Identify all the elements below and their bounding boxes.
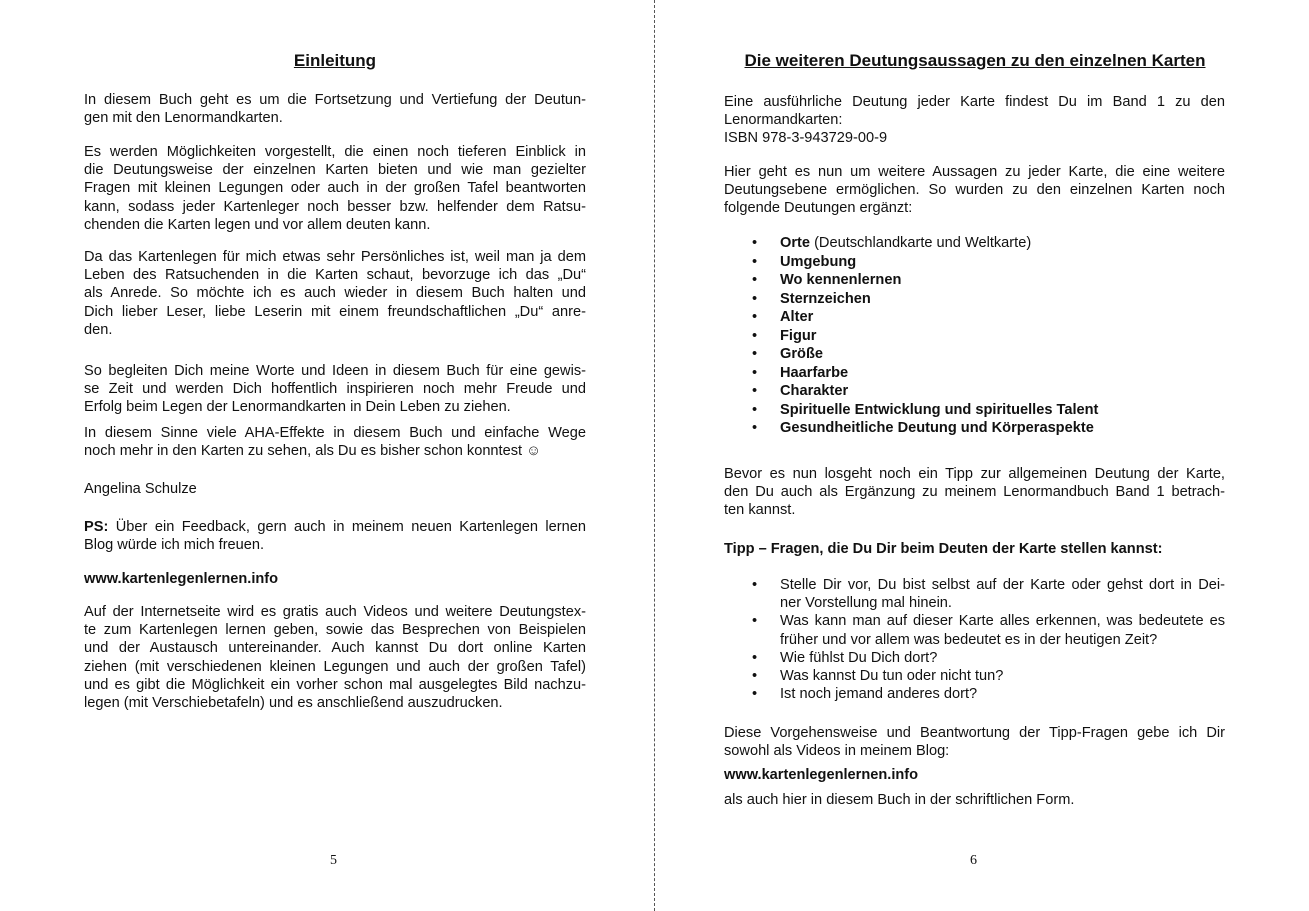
text-line: te zum Kartenlegen lernen geben, sowie das Besprechen von Beispielen xyxy=(84,622,586,639)
website-link: www.kartenlegenlernen.info xyxy=(724,767,919,783)
paragraph xyxy=(724,93,1225,148)
right-page xyxy=(655,0,1309,911)
list-item xyxy=(724,576,1225,612)
text-line: Dich lieber Leser, liebe Leserin mit einem freundschaftlichen „Du“ anre- xyxy=(84,303,586,320)
text-line: und es gibt die Möglichkeit ein vorher schon mal ausgelegtes Bild nachzu- xyxy=(84,676,586,693)
bullet-icon: • xyxy=(752,649,758,666)
paragraph xyxy=(724,163,1225,218)
text-line: folgende Deutungen ergänzt: xyxy=(724,200,913,217)
list-item xyxy=(724,271,1225,290)
bullet-icon: • xyxy=(752,401,758,418)
list-item xyxy=(724,685,1225,703)
text-line: Bevor es nun losgeht noch ein Tipp zur allgemeinen Deutung der Karte, xyxy=(724,466,1225,482)
website-link: www.kartenlegenlernen.info xyxy=(84,571,279,587)
paragraph xyxy=(84,143,586,234)
page-number: 5 xyxy=(330,853,337,868)
text-line: Stelle Dir vor, Du bist selbst auf der Karte oder gehst dort in Dei- xyxy=(780,577,1225,593)
bullet-icon: • xyxy=(752,364,758,381)
text-line: Hier geht es nun um weitere Aussagen zu jeder Karte, die eine weitere xyxy=(724,164,1225,180)
list-item xyxy=(724,308,1225,327)
list-item xyxy=(724,612,1225,648)
left-page xyxy=(0,0,654,911)
bullet-icon: • xyxy=(752,383,758,399)
text: Über ein Feedback, gern auch in meinem neuen Kartenlegen lernen xyxy=(108,519,586,535)
bullet-icon: • xyxy=(752,420,758,436)
text-line: se Zeit und werden Dich hoffentlich inspirieren noch mehr Freude und xyxy=(84,381,586,398)
bullet-icon: • xyxy=(752,290,758,307)
text-line: In diesem Sinne viele AHA-Effekte in diesem Buch und einfache Wege xyxy=(84,425,586,441)
text-line: Lenormandkarten: xyxy=(724,112,843,129)
text-line: den Du auch als Ergänzung zu meinem Lenormandbuch Band 1 betrach- xyxy=(724,484,1225,501)
text-line: Eine ausführliche Deutung jeder Karte findest Du im Band 1 zu den xyxy=(724,94,1225,110)
text-line: chenden die Karten legen und vor allem deuten kann. xyxy=(84,216,431,233)
paragraph xyxy=(84,248,586,339)
text-line: ner Vorstellung mal hinein. xyxy=(780,595,952,612)
list-item xyxy=(724,234,1225,253)
text-line xyxy=(84,518,586,536)
item-label: Charakter xyxy=(780,383,849,399)
text-line: Auf der Internetseite wird es gratis auch Videos und weitere Deutungstex- xyxy=(84,604,586,620)
text-line: Es werden Möglichkeiten vorgestellt, die einen noch tieferen Einblick in xyxy=(84,144,586,160)
text-line: Blog würde ich mich freuen. xyxy=(84,537,265,554)
text-line: Ist noch jemand anderes dort? xyxy=(780,686,978,703)
paragraph xyxy=(84,91,586,127)
list-item xyxy=(724,327,1225,346)
text-line: die Deutungsweise der einzelnen Karten bieten und wie man gezielter xyxy=(84,162,586,179)
bullet-icon: • xyxy=(752,235,758,251)
bullet-list xyxy=(724,234,1225,438)
bullet-icon: • xyxy=(752,327,758,344)
item-label: Spirituelle Entwicklung und spirituelles Talent xyxy=(780,401,1099,418)
page-number: 6 xyxy=(970,853,977,868)
text-line: und der Austausch untereinander. Auch kannst Du dort online Karten xyxy=(84,640,586,657)
page-title: Die weiteren Deutungsaussagen zu den einzelnen Karten xyxy=(744,51,1206,70)
text-line: noch mehr in den Karten zu sehen, als Du es bisher schon konntest ☺ xyxy=(84,443,542,460)
bullet-icon: • xyxy=(752,613,758,630)
bullet-icon: • xyxy=(752,309,758,325)
text-line: Leben des Ratsuchenden in die Karten schaut, bevorzuge ich das „Du“ xyxy=(84,267,586,284)
text-line: Deutungsebene ermöglichen. So wurden zu den einzelnen Karten noch xyxy=(724,182,1225,199)
bullet-icon: • xyxy=(752,253,758,270)
list-item xyxy=(724,382,1225,401)
paragraph xyxy=(84,362,586,417)
paragraph xyxy=(724,791,1225,809)
paragraph xyxy=(724,465,1225,520)
list-item xyxy=(724,345,1225,364)
item-detail: (Deutschlandkarte und Weltkarte) xyxy=(810,235,1032,251)
list-item xyxy=(724,667,1225,685)
list-item xyxy=(724,401,1225,420)
text-line: So begleiten Dich meine Worte und Ideen in diesem Buch für eine gewis- xyxy=(84,363,586,379)
text-line: kann, sodass jeder Kartenleger noch besser bzw. helfender dem Ratsu- xyxy=(84,198,586,215)
list-item xyxy=(724,290,1225,309)
text-line: Wie fühlst Du Dich dort? xyxy=(780,649,938,666)
paragraph xyxy=(84,424,586,460)
bullet-icon: • xyxy=(752,272,758,288)
item-label: Größe xyxy=(780,346,823,362)
item-label: Gesundheitliche Deutung und Körperaspekte xyxy=(780,420,1094,436)
paragraph xyxy=(84,518,586,554)
bullet-icon: • xyxy=(752,686,758,703)
text-line: ziehen (mit verschiedenen kleinen Legungen und auch der großen Tafel) xyxy=(84,658,586,675)
text-line: Fragen mit kleinen Legungen oder auch in der großen Tafel beantworten xyxy=(84,180,586,197)
bullet-icon: • xyxy=(752,346,758,362)
text-line: gen mit den Lenormandkarten. xyxy=(84,110,283,127)
list-item xyxy=(724,649,1225,667)
item-label: Orte xyxy=(780,235,811,251)
text-line: früher und vor allem was bedeutet es in der heutigen Zeit? xyxy=(780,631,1158,648)
item-label: Haarfarbe xyxy=(780,364,849,381)
text-line: den. xyxy=(84,321,113,338)
item-label: Wo kennenlernen xyxy=(780,272,902,288)
paragraph xyxy=(84,603,586,712)
author-name: Angelina Schulze xyxy=(84,481,197,497)
text-line: ten kannst. xyxy=(724,502,796,519)
list-item xyxy=(724,364,1225,383)
text-line: als auch hier in diesem Buch in der schriftlichen Form. xyxy=(724,792,1075,808)
text-line: Was kannst Du tun oder nicht tun? xyxy=(780,667,1004,684)
text-line: als Anrede. So möchte ich es auch wieder in diesem Buch halten und xyxy=(84,285,586,302)
item-label: Alter xyxy=(780,309,814,325)
text-line: Diese Vorgehensweise und Beantwortung der Tipp-Fragen gebe ich Dir xyxy=(724,725,1225,741)
text-line: In diesem Buch geht es um die Fortsetzung und Vertiefung der Deutun- xyxy=(84,92,586,108)
text-line: ISBN 978-3-943729-00-9 xyxy=(724,130,888,147)
page-title: Einleitung xyxy=(293,51,377,70)
list-item xyxy=(724,419,1225,438)
text-line: legen (mit Verschiebetafeln) und es anschließend auszudrucken. xyxy=(84,694,503,711)
tip-heading: Tipp – Fragen, die Du Dir beim Deuten der Karte stellen kannst: xyxy=(724,541,1163,557)
bold-label: PS: xyxy=(84,519,109,535)
bullet-icon: • xyxy=(752,577,758,593)
text-line: Erfolg beim Legen der Lenormandkarten in Dein Leben zu ziehen. xyxy=(84,399,511,416)
text-line: Da das Kartenlegen für mich etwas sehr Persönliches ist, weil man ja dem xyxy=(84,249,586,265)
text-line: sowohl als Videos in meinem Blog: xyxy=(724,743,950,760)
item-label: Umgebung xyxy=(780,253,857,270)
paragraph xyxy=(724,724,1225,760)
bullet-icon: • xyxy=(752,667,758,684)
text-line: Was kann man auf dieser Karte alles erkennen, was bedeutete es xyxy=(780,613,1225,630)
item-label: Figur xyxy=(780,327,817,344)
item-label: Sternzeichen xyxy=(780,290,871,307)
list-item xyxy=(724,253,1225,272)
tip-question-list xyxy=(724,576,1225,703)
